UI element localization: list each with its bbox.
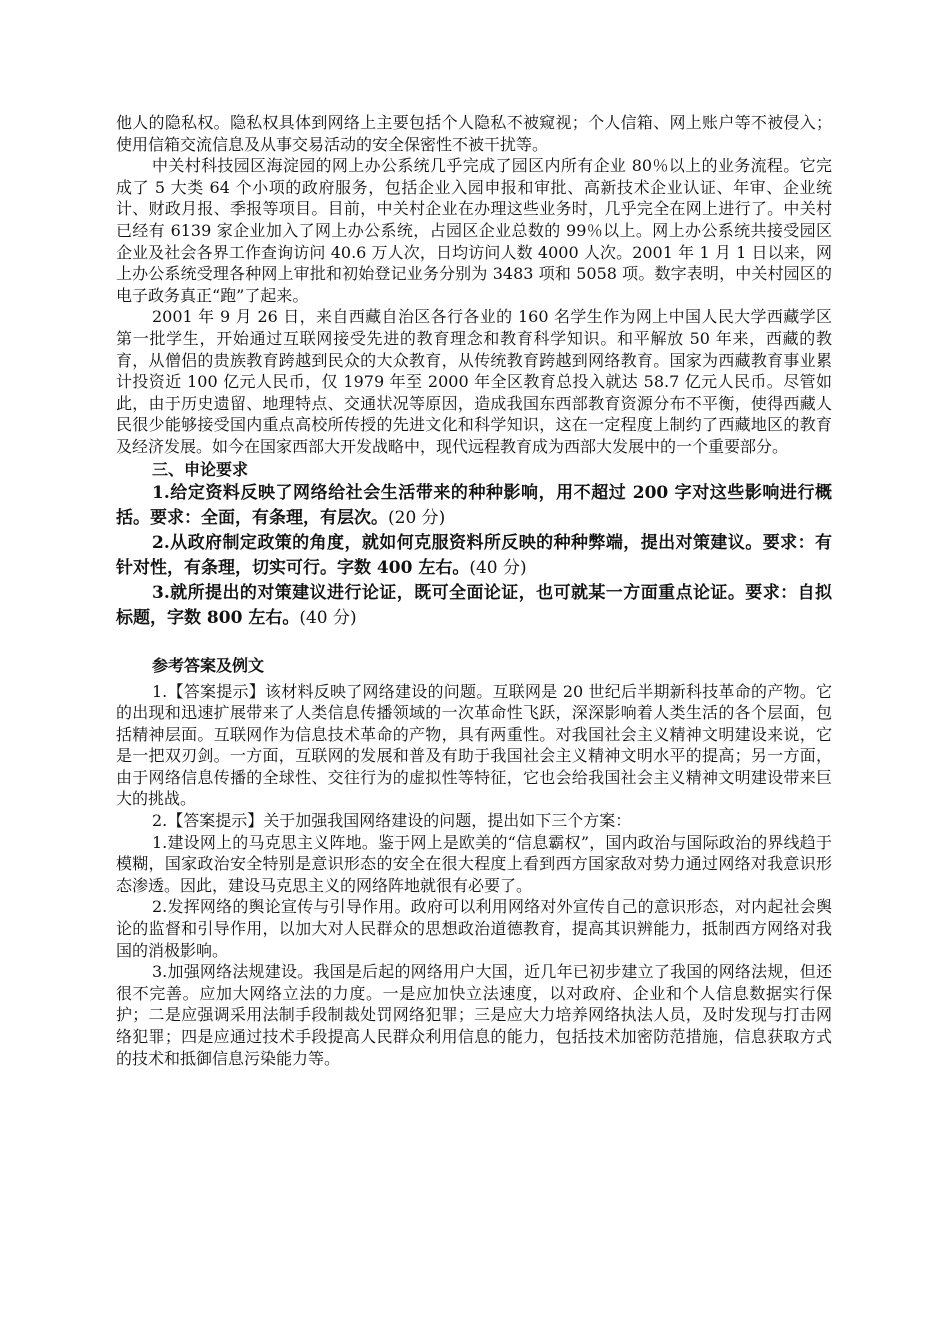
requirement-3-text: 3.就所提出的对策建议进行论证，既可全面论证，也可就某一方面重点论证。要求：自拟标题，字数 800 左右。: [116, 582, 832, 628]
answers-title: 参考答案及例文: [152, 655, 265, 675]
answer-1: 1.【答案提示】该材料反映了网络建设的问题。互联网是 20 世纪后半期新科技革命的产物。它的出现和迅速扩展带来了人类信息传播领域的一次革命性飞跃，深深影响着人类生活的各个层面，包括精神层面。互联网作为信息技术革命的产物，具有两重性。对我国社会主义精神文明建设来说，它是一把双刃剑。一方面，互联网的发展和普及有助于我国社会主义精神文明水平的提高；另一方面，由于网络信息传播的全球性、交往行为的虚拟性等特征，它也会给我国社会主义精神文明建设带来巨大的挑战。: [116, 681, 832, 809]
answer-2-intro: 2.【答案提示】关于加强我国网络建设的问题，提出如下三个方案：: [152, 811, 632, 831]
paragraph-tibet-education: 2001 年 9 月 26 日，来自西藏自治区各行各业的 160 名学生作为网上中国人民大学西藏学区第一批学生，开始通过互联网接受先进的教育理念和教育科学知识。和平解放 50 年来，西藏的教育，从僧侣的贵族教育跨越到民众的大众教育，从传统教育跨越到网络教育。国家为西藏教育事业累计投资近 100 亿元人民币，仅 1979 年至 2000 年全区教育总投入就达 58.7 亿元人民币。尽管如此，由于历史遗留、地理特点、交通状况等原因，造成我国东西部教育资源分布不平衡，使得西藏人民很少能够接受国内重点高校所传授的先进文化和科学知识，这在一定程度上制约了西藏地区的教育及经济发展。如今在国家西部大开发战略中，现代远程教育成为西部大发展中的一个重要部分。: [116, 307, 832, 456]
section-heading: 三、申论要求: [152, 459, 249, 479]
blank-line: [116, 631, 832, 654]
requirement-1-text: 1.给定资料反映了网络给社会生活带来的种种影响，用不超过 200 字对这些影响进行概括。要求：全面，有条理，有层次。: [116, 482, 832, 528]
requirement-2-text: 2.从政府制定政策的角度，就如何克服资料所反映的种种弊端，提出对策建议。要求：有针对性，有条理，切实可行。字数 400 左右。: [116, 532, 832, 578]
requirement-3-score: (40 分): [299, 607, 357, 628]
paragraph-zhongguancun: 中关村科技园区海淀园的网上办公系统几乎完成了园区内所有企业 80％以上的业务流程。它完成了 5 大类 64 个小项的政府服务，包括企业入园申报和审批、高新技术企业认证、年审、企业统计、财政月报、季报等项目。目前，中关村企业在办理这些业务时，几乎完全在网上进行了。中关村已经有 6139 家企业加入了网上办公系统，占园区企业总数的 99％以上。网上办公系统共接受园区企业及社会各界工作查询访问 40.6 万人次，日均访问人数 4000 人次。2001 年 1 月 1 日以来，网上办公系统受理各种网上审批和初始登记业务分别为 3483 项和 5058 项。数字表明，中关村园区的电子政务真正“跑”了起来。: [116, 156, 832, 305]
requirement-3: [116, 581, 832, 631]
paragraph-privacy: 他人的隐私权。隐私权具体到网络上主要包括个人隐私不被窥视；个人信箱、网上账户等不被侵入；使用信箱交流信息及从事交易活动的安全保密性不被干扰等。: [116, 113, 832, 154]
answer-2-point-1: 1.建设网上的马克思主义阵地。鉴于网上是欧美的“信息霸权”，国内政治与国际政治的界线趋于模糊，国家政治安全特别是意识形态的安全在很大程度上看到西方国家敌对势力通过网络对我意识形态渗透。因此，建设马克思主义的网络阵地就很有必要了。: [116, 832, 832, 895]
requirement-1-score: (20 分): [388, 507, 446, 528]
requirement-2: [116, 531, 832, 581]
answer-2-point-3: 3.加强网络法规建设。我国是后起的网络用户大国，近几年已初步建立了我国的网络法规，但还很不完善。应加大网络立法的力度。一是应加快立法速度，以对政府、企业和个人信息数据实行保护；二是应强调采用法制手段制裁处罚网络犯罪；三是应大力培养网络执法人员，及时发现与打击网络犯罪；四是应通过技术手段提高人民群众利用信息的能力，包括技术加密防范措施，信息获取方式的技术和抵御信息污染能力等。: [116, 962, 832, 1068]
requirement-1: [116, 481, 832, 531]
requirement-2-score: (40 分): [469, 557, 527, 578]
answer-2-point-2: 2.发挥网络的舆论宣传与引导作用。政府可以利用网络对外宣传自己的意识形态，对内起社会舆论的监督和引导作用，以加大对人民群众的思想政治道德教育，提高其识辨能力，抵制西方网络对我国的消极影响。: [116, 897, 832, 960]
